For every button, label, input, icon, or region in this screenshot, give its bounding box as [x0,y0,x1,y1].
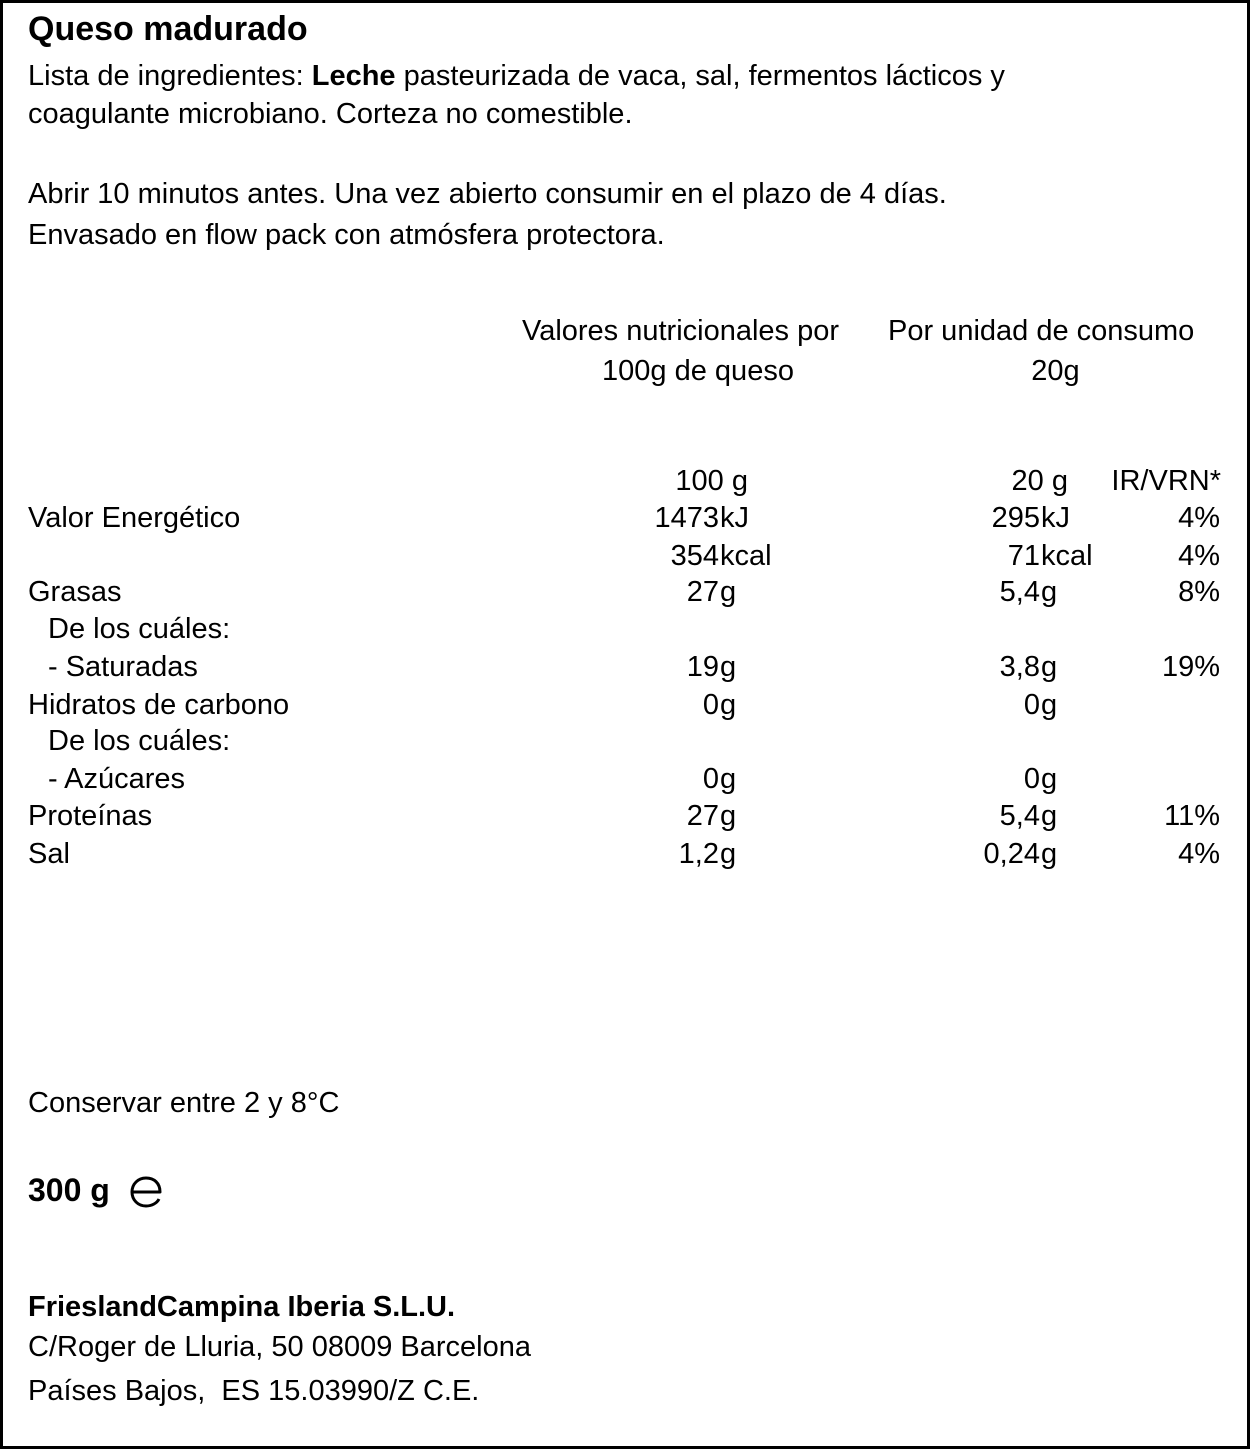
row-unit-20g: g [1041,651,1058,683]
row-value-20g: 0,24 [983,838,1040,870]
row-label: Hidratos de carbono [28,689,290,721]
column-header-20g: 20 g [1011,465,1068,497]
nutrition-header-per100-line1: Valores nutricionales por [522,315,840,347]
instructions-line-1: Abrir 10 minutos antes. Una vez abierto consumir en el plazo de 4 días. [28,178,947,210]
row-value-20g: 3,8 [999,651,1040,683]
row-unit-100g: g [720,689,737,721]
row-label: Grasas [28,576,122,608]
company-address: C/Roger de Lluria, 50 08009 Barcelona [28,1331,531,1363]
row-unit-20g: g [1041,576,1058,608]
row-unit-20g: g [1041,689,1058,721]
row-value-100g: 0 [702,689,719,721]
row-unit-20g: g [1041,800,1058,832]
row-value-100g: 19 [686,651,719,683]
row-label: De los cuáles: [48,725,231,757]
row-unit-100g: g [720,651,737,683]
row-label: - Azúcares [48,763,185,795]
column-header-100g: 100 g [675,465,748,497]
nutrition-header-perunit-line2: 20g [1031,355,1080,387]
storage-instructions: Conservar entre 2 y 8°C [28,1087,340,1119]
instructions-line-2: Envasado en flow pack con atmósfera protectora. [28,219,665,251]
row-ir: 4% [1178,502,1220,534]
row-value-20g: 5,4 [999,576,1040,608]
row-ir: 4% [1178,540,1220,572]
net-weight: 300 g [28,1172,110,1208]
row-ir: 8% [1178,576,1220,608]
row-value-100g: 27 [686,576,719,608]
row-ir: 4% [1178,838,1220,870]
row-value-20g: 71 [1007,540,1040,572]
row-label: Proteínas [28,800,153,832]
row-value-100g: 0 [702,763,719,795]
row-unit-20g: kJ [1041,502,1070,534]
row-label: Sal [28,838,70,870]
row-value-100g: 1,2 [678,838,719,870]
row-unit-20g: g [1041,838,1058,870]
row-value-20g: 5,4 [999,800,1040,832]
nutrition-header-perunit-line1: Por unidad de consumo [888,315,1195,347]
company-name: FrieslandCampina Iberia S.L.U. [28,1291,456,1323]
row-unit-20g: kcal [1041,540,1093,572]
row-unit-100g: g [720,576,737,608]
row-label: Valor Energético [28,502,241,534]
product-title: Queso madurado [28,10,308,48]
column-header-ir: IR/VRN* [1111,465,1221,497]
ingredients-line-2: coagulante microbiano. Corteza no comestible. [28,98,633,130]
row-label: De los cuáles: [48,613,231,645]
row-value-20g: 295 [991,502,1040,534]
row-value-20g: 0 [1023,763,1040,795]
row-ir: 11% [1164,800,1220,832]
estimated-e-icon [127,1172,165,1212]
ingredients-allergen: Leche [311,60,396,92]
ingredients-prefix: Lista de ingredientes: [28,60,312,92]
row-unit-100g: kJ [720,502,749,534]
company-registry: Países Bajos, ES 15.03990/Z C.E. [28,1375,480,1407]
row-unit-100g: kcal [720,540,772,572]
row-label: - Saturadas [48,651,198,683]
ingredients-line-1 [28,58,1005,94]
row-unit-20g: g [1041,763,1058,795]
row-value-20g: 0 [1023,689,1040,721]
row-ir: 19% [1161,651,1220,683]
row-value-100g: 354 [670,540,719,572]
row-unit-100g: g [720,763,737,795]
nutrition-header-per100-line2: 100g de queso [602,355,794,387]
row-value-100g: 27 [686,800,719,832]
row-value-100g: 1473 [654,502,719,534]
row-unit-100g: g [720,838,737,870]
ingredients-rest: pasteurizada de vaca, sal, fermentos lácticos y [395,60,1005,92]
row-unit-100g: g [720,800,737,832]
